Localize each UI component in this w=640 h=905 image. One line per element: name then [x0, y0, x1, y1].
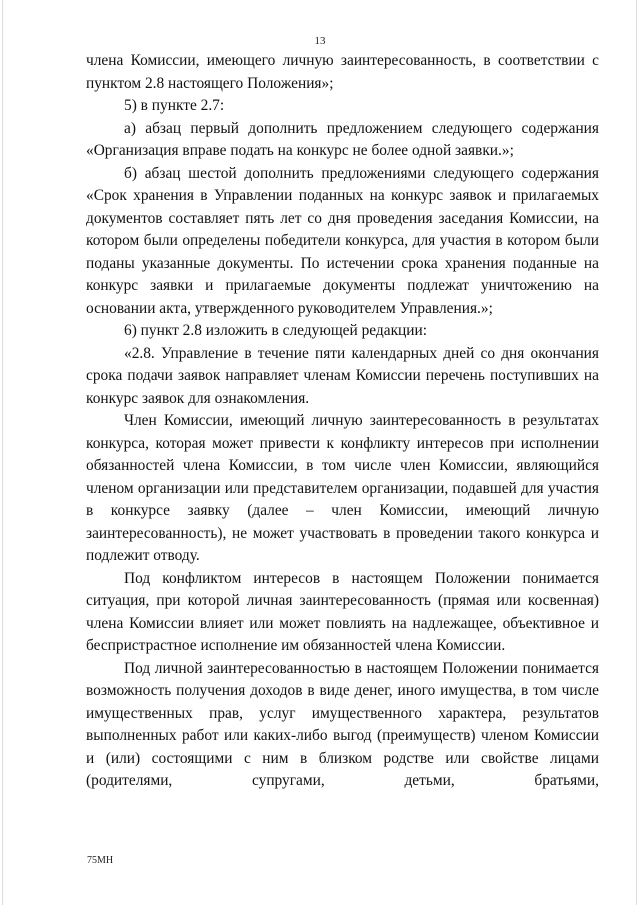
paragraph: 5) в пункте 2.7: [124, 97, 225, 114]
document-body [86, 50, 599, 793]
scan-edge-right [636, 0, 637, 905]
footer-document-code: 75МН [87, 855, 114, 866]
paragraph: Член Комиссии, имеющий личную заинтересованность в результатах конкурса, которая может привести к конфликту интересов при исполнении обязанностей члена Комиссии, в том числе член Комиссии, являющийся членом организации или представителем организации, подавшей для участия в конкурсе заявку (далее – член Комиссии, имеющий личную заинтересованность), не может участвовать в проведении такого конкурса и подлежит отводу. [86, 412, 599, 564]
paragraph: а) абзац первый дополнить предложением следующего содержания «Организация вправе подать на конкурс не более одной заявки.»; [86, 119, 599, 159]
paragraph: члена Комиссии, имеющего личную заинтересованность, в соответствии с пунктом 2.8 настоящего Положения»; [86, 52, 599, 92]
paragraph: 6) пункт 2.8 изложить в следующей редакции: [124, 322, 428, 339]
paragraph: «2.8. Управление в течение пяти календарных дней со дня окончания срока подачи заявок направляет членам Комиссии перечень поступивших на конкурс заявок для ознакомления. [86, 344, 599, 407]
paragraph: Под личной заинтересованностью в настоящем Положении понимается возможность получения доходов в виде денег, иного имущества, в том числе имущественных прав, услуг имущественного характера, результатов выполненных работ или каких-либо выгод (преимуществ) членом Комиссии и (или) состоящими с ним в близком родстве или свойстве лицами (родителями, супругами, детьми, братьями, [86, 659, 599, 789]
page-number: 13 [314, 35, 326, 47]
paragraph: Под конфликтом интересов в настоящем Положении понимается ситуация, при которой личная заинтересованность (прямая или косвенная) члена Комиссии влияет или может повлиять на надлежащее, объективное и беспристрастное исполнение им обязанностей члена Комиссии. [86, 569, 599, 654]
paragraph: б) абзац шестой дополнить предложениями следующего содержания «Срок хранения в Управлении поданных на конкурс заявок и прилагаемых документов составляет пять лет со дня проведения заседания Комиссии, на котором были определены победители конкурса, для участия в котором были поданы указанные документы. По истечении срока хранения поданные на конкурс заявки и прилагаемые документы подлежат уничтожению на основании акта, утвержденного руководителем Управления.»; [86, 164, 599, 317]
scan-edge-left [2, 0, 3, 905]
